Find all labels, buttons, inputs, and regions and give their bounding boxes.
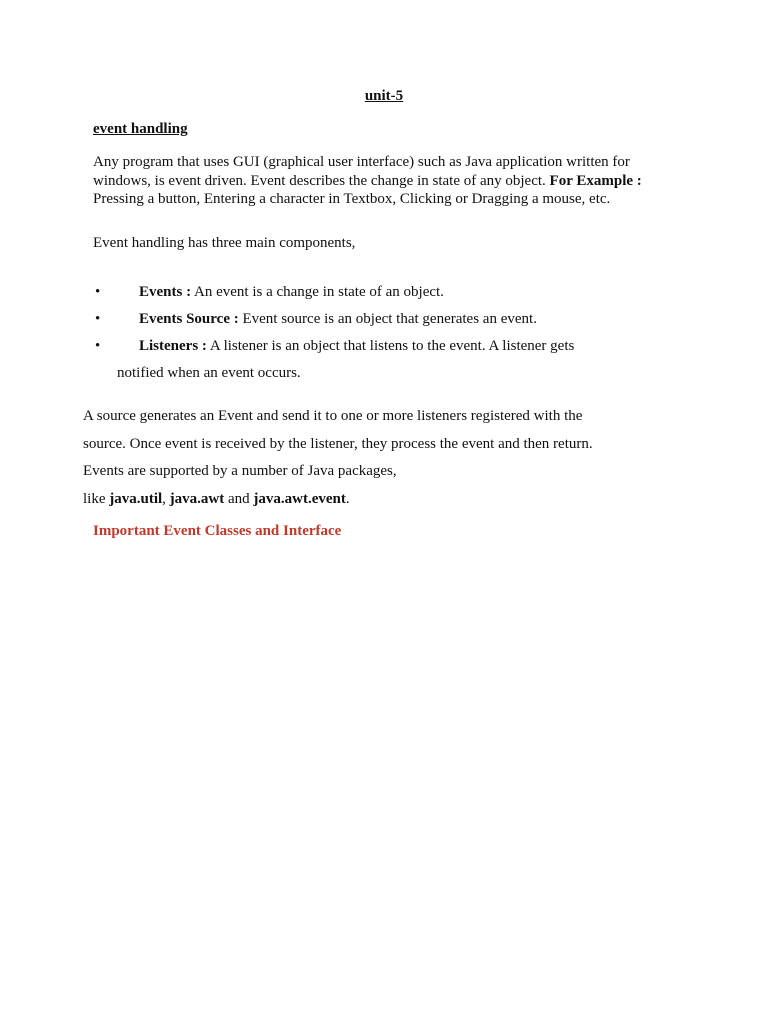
bullet-icon: • bbox=[95, 338, 101, 354]
component-description: A listener is an object that listens to the event. A listener gets bbox=[206, 338, 575, 354]
package-java-util: java.util bbox=[109, 490, 163, 507]
component-description: An event is a change in state of an object. bbox=[191, 284, 444, 300]
list-item bbox=[93, 306, 693, 333]
period-text: . bbox=[345, 490, 350, 507]
component-description-continuation: notified when an event occurs. bbox=[117, 365, 301, 381]
component-term: Events : bbox=[139, 284, 192, 300]
components-list bbox=[93, 279, 693, 387]
intro-text-2: Pressing a button, Entering a character in Textbox, Clicking or Dragging a mouse, etc. bbox=[93, 191, 611, 207]
like-text: like bbox=[83, 490, 110, 507]
component-term: Listeners : bbox=[139, 338, 207, 354]
source-line-1: A source generates an Event and send it to one or more listeners registered with the bbox=[83, 408, 583, 424]
component-description: Event source is an object that generates an event. bbox=[238, 311, 537, 327]
bullet-icon: • bbox=[95, 311, 101, 327]
separator-text: , bbox=[162, 490, 170, 507]
package-java-awt: java.awt bbox=[169, 490, 225, 507]
list-item bbox=[93, 279, 693, 306]
intro-bold-example: For Example : bbox=[549, 172, 642, 189]
list-item bbox=[93, 333, 693, 387]
source-line-2: source. Once event is received by the listener, they process the event and then return. bbox=[83, 435, 593, 452]
important-classes-heading: Important Event Classes and Interface bbox=[93, 523, 342, 539]
intro-paragraph bbox=[93, 153, 683, 209]
and-text: and bbox=[224, 490, 254, 507]
bullet-icon: • bbox=[95, 284, 101, 300]
components-intro: Event handling has three main components, bbox=[93, 235, 356, 251]
page-title: unit-5 bbox=[364, 88, 404, 104]
source-line-3: Events are supported by a number of Java packages, bbox=[83, 463, 397, 479]
section-heading: event handling bbox=[93, 121, 188, 137]
intro-text-1: Any program that uses GUI (graphical user interface) such as Java application written for windows, is event driven. Event describes the change in state of any object. bbox=[93, 154, 630, 189]
source-paragraph bbox=[83, 403, 723, 513]
component-term: Events Source : bbox=[139, 311, 239, 327]
package-java-awt-event: java.awt.event bbox=[253, 490, 346, 507]
